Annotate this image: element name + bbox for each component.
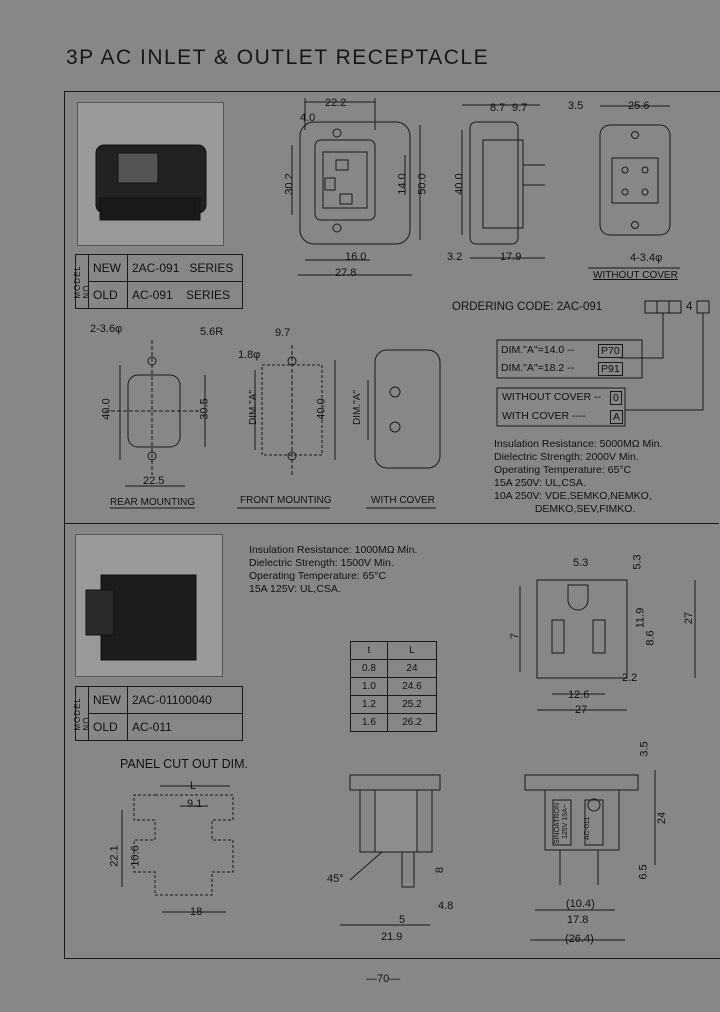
dim-40-0-rear: 40.0 [100,398,113,420]
dim-5-3: 5.3 [573,557,589,569]
dim-9-1: 9.1 [187,798,203,810]
dim-22-2: 22.2 [325,97,347,109]
dim-3-5-v: 3.5 [638,741,651,757]
dim-27-8: 27.8 [335,267,357,279]
ordering-code-label: ORDERING CODE: 2AC-091 [452,301,603,313]
spec-line: Operating Temperature: 65°C [494,464,632,476]
code-0: 0 [610,391,622,405]
spec-line: Dielectric Strength: 2000V Min. [494,451,639,463]
dim-L: L [190,780,197,792]
dim-8: 8 [434,866,447,874]
product-photo-outlet [75,534,223,677]
label-with-cover: WITH COVER [371,495,435,506]
marking-rating: 125V 15A~ [561,804,569,839]
label-front-mounting: FRONT MOUNTING [240,495,332,506]
dim-9-7: 9.7 [512,102,528,114]
dim-10-4: (10.4) [566,898,595,910]
without-cover-option: WITHOUT COVER -- [502,391,601,403]
dim-4-8: 4.8 [438,900,454,912]
dim-45-deg: 45° [327,873,344,885]
dim-27-h: 27 [575,704,588,716]
dim-30-5: 30.5 [198,398,211,420]
dim-6-5: 6.5 [637,864,650,880]
specs-section2 [249,544,417,596]
model-no-label: MODEL NO [76,687,89,741]
dim-9-7-front: 9.7 [275,327,291,339]
spec-line: DEMKO,SEV,FIMKO. [494,503,636,515]
dim-40-0: 40.0 [453,173,466,195]
dim-a-front: DIM."A" [247,390,259,425]
old-model-value: AC-091 SERIES [128,282,243,309]
dim-40-0-front: 40.0 [315,398,328,420]
spec-line: Insulation Resistance: 1000MΩ Min. [249,544,418,556]
old-label: OLD [89,714,128,741]
tl-cell: 26.2 [387,714,436,732]
tl-cell: 24 [387,660,436,678]
dim-18: 18 [190,906,203,918]
tl-cell: 1.0 [351,678,388,696]
old-label: OLD [89,282,128,309]
spec-line: Operating Temperature: 65°C [249,570,387,582]
dim-22-1: 22.1 [108,845,121,867]
dim-17-9: 17.9 [500,251,522,263]
marking-model: AC-011 [584,816,592,841]
model-no-label: MODEL NO [76,255,89,309]
dim-22-5: 22.5 [143,475,165,487]
dim-4-3-4: 4-3.4φ [630,252,663,264]
dim-17-8: 17.8 [567,914,589,926]
model-table-2 [75,686,243,741]
dim-5-3-v: 5.3 [631,554,644,570]
dim-a-cover: DIM."A" [351,390,363,425]
page-number: —70— [366,973,401,985]
panel-cut-out-title: PANEL CUT OUT DIM. [120,757,249,771]
code-p70: P70 [598,344,623,358]
dim-50-0: 50.0 [416,173,429,195]
dim-7: 7 [509,632,522,640]
dim-3-5: 3.5 [568,100,584,112]
dim-1-8: 1.8φ [238,349,261,361]
new-model-value: 2AC-091 SERIES [128,255,243,282]
new-model-value: 2AC-01100040 [128,687,243,714]
dim-30-2: 30.2 [283,173,296,195]
new-label: NEW [89,687,128,714]
dim-a-14: DIM."A"=14.0 -- [501,344,575,356]
tl-cell: 0.8 [351,660,388,678]
spec-line: 15A 250V: UL,CSA. [494,477,586,489]
dim-2-3-6: 2-3.6φ [90,323,123,335]
spec-line: 15A 125V: UL,CSA. [249,583,341,595]
marking-brand: SINOATRON [554,802,562,845]
dim-4-0: 4.0 [300,112,316,124]
dim-10-6: 10.6 [129,845,142,867]
dim-25-6: 25.6 [628,100,650,112]
tl-cell: 25.2 [387,696,436,714]
dim-26-4: (26.4) [565,933,594,945]
code-a: A [610,410,623,424]
new-label: NEW [89,255,128,282]
dim-3-2: 3.2 [447,251,463,263]
label-rear-mounting: REAR MOUNTING [110,497,195,508]
spec-line: Dielectric Strength: 1500V Min. [249,557,394,569]
dim-5-6r: 5.6R [200,326,224,338]
dim-27-v: 27 [683,611,696,625]
code-p91: P91 [598,362,623,376]
tl-header-t: t [351,642,388,660]
specs-section1 [494,438,662,516]
dim-8-7: 8.7 [490,102,506,114]
tl-cell: 1.6 [351,714,388,732]
dim-16-0: 16.0 [345,251,367,263]
dim-5: 5 [399,914,406,926]
dim-12-6: 12.6 [568,689,590,701]
dim-14-0: 14.0 [396,173,409,195]
tl-header-l: L [387,642,436,660]
t-l-table [350,641,437,732]
dim-11-9: 11.9 [634,607,647,629]
tl-cell: 24.6 [387,678,436,696]
with-cover-option: WITH COVER ---- [502,410,586,422]
photo-outlet-shape [76,535,222,676]
tl-cell: 1.2 [351,696,388,714]
dim-8-6: 8.6 [644,630,657,646]
label-without-cover: WITHOUT COVER [593,270,678,281]
dim-2-2: 2.2 [622,672,638,684]
dim-a-18: DIM."A"=18.2 -- [501,362,575,374]
page-title: 3P AC INLET & OUTLET RECEPTACLE [66,46,490,69]
spec-line: Insulation Resistance: 5000MΩ Min. [494,438,663,450]
dim-21-9: 21.9 [381,931,403,943]
spec-line: 10A 250V: VDE,SEMKO,NEMKO, [494,490,652,502]
old-model-value: AC-011 [128,714,243,741]
ordering-code-suffix: 4 [686,301,693,313]
dim-24: 24 [656,811,669,825]
